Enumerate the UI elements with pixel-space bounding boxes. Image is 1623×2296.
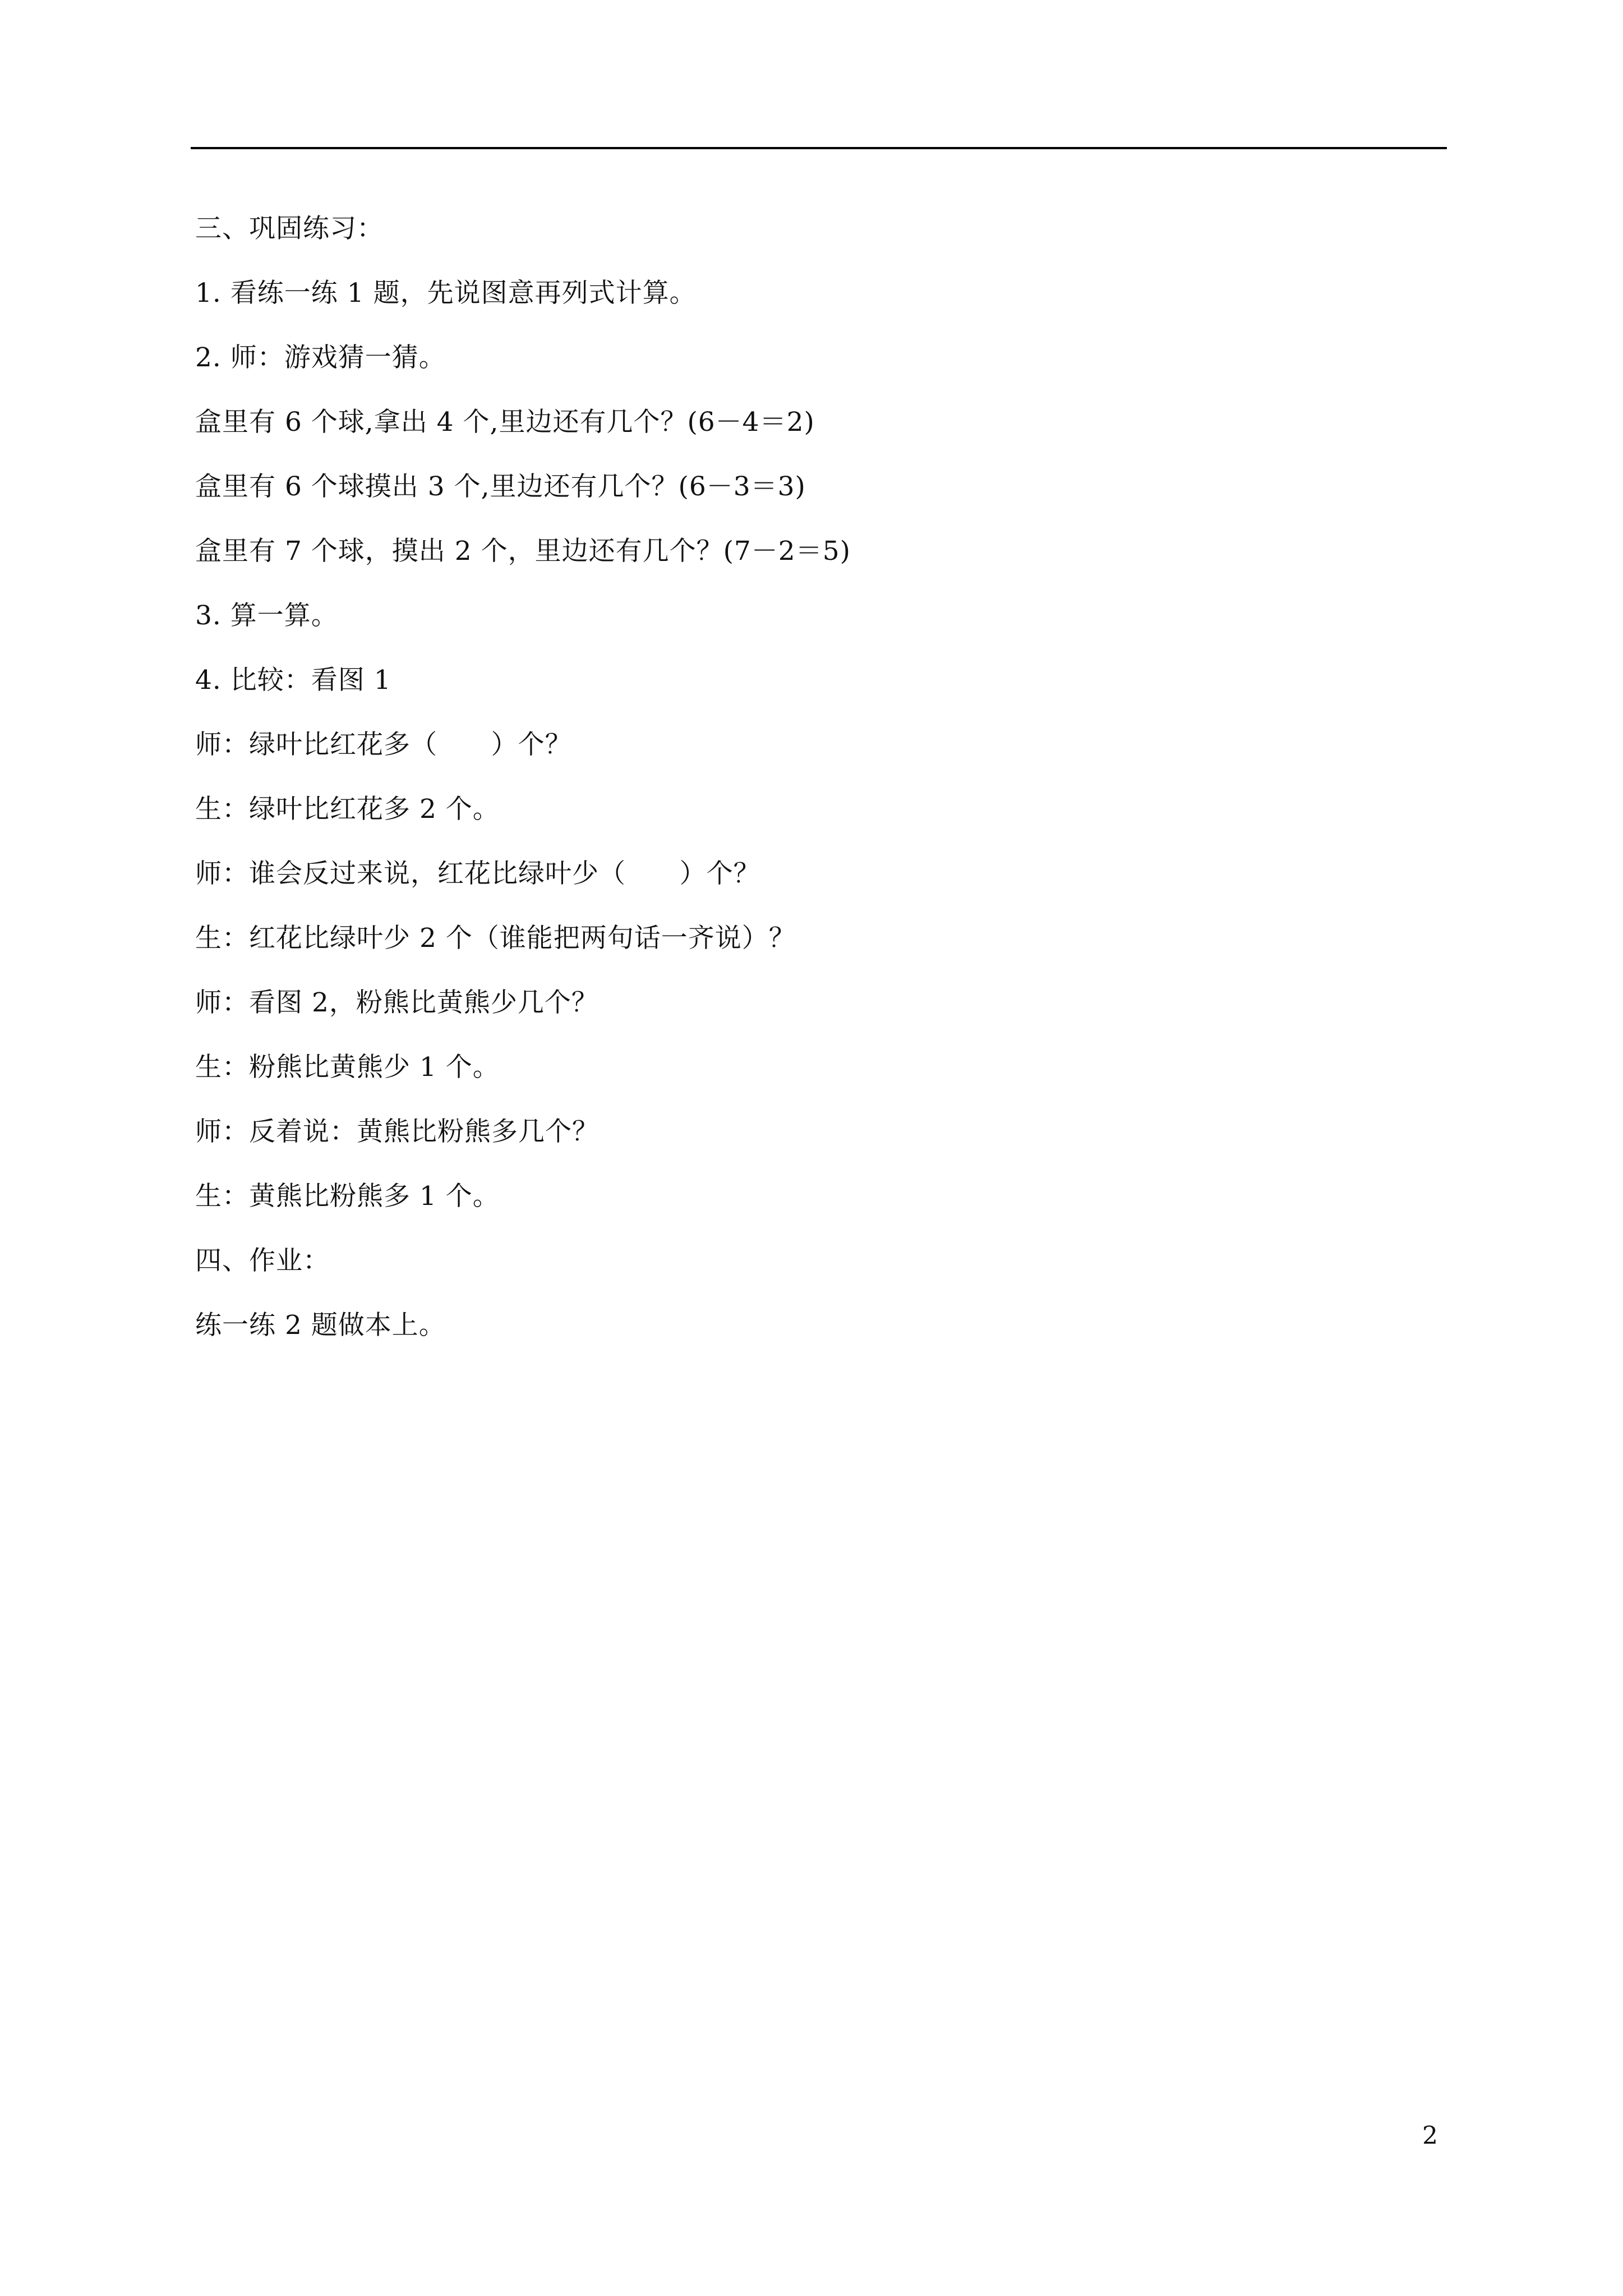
text-line: 2. 师：游戏猜一猜。 bbox=[195, 342, 446, 373]
text-line: 师：谁会反过来说，红花比绿叶少（ ）个？ bbox=[195, 858, 760, 889]
section-heading-homework: 四、作业： bbox=[195, 1245, 330, 1276]
header-rule bbox=[191, 147, 1447, 149]
text-line: 师：绿叶比红花多（ ）个？ bbox=[195, 729, 572, 760]
text-line: 生：红花比绿叶少 2 个（谁能把两句话一齐说）？ bbox=[195, 923, 796, 954]
text-line: 师：反着说：黄熊比粉熊多几个？ bbox=[195, 1116, 599, 1147]
text-line: 盒里有 7 个球，摸出 2 个，里边还有几个？(7－2＝5) bbox=[195, 536, 851, 567]
text-line: 生：黄熊比粉熊多 1 个。 bbox=[195, 1181, 500, 1212]
text-line: 生：粉熊比黄熊少 1 个。 bbox=[195, 1052, 500, 1083]
text-line: 4. 比较：看图 1 bbox=[195, 665, 391, 696]
text-line: 练一练 2 题做本上。 bbox=[195, 1310, 446, 1341]
page-number: 2 bbox=[1422, 2122, 1438, 2150]
section-heading-consolidation: 三、巩固练习： bbox=[195, 213, 384, 244]
text-line: 1. 看练一练 1 题，先说图意再列式计算。 bbox=[195, 278, 697, 309]
text-line: 生：绿叶比红花多 2 个。 bbox=[195, 794, 500, 825]
document-body bbox=[195, 212, 1429, 1373]
text-line: 3. 算一算。 bbox=[195, 600, 338, 631]
text-line: 盒里有 6 个球,拿出 4 个,里边还有几个？(6－4＝2) bbox=[195, 407, 815, 438]
text-line: 师：看图 2，粉熊比黄熊少几个？ bbox=[195, 987, 598, 1018]
text-line: 盒里有 6 个球摸出 3 个,里边还有几个？(6－3＝3) bbox=[195, 471, 806, 502]
